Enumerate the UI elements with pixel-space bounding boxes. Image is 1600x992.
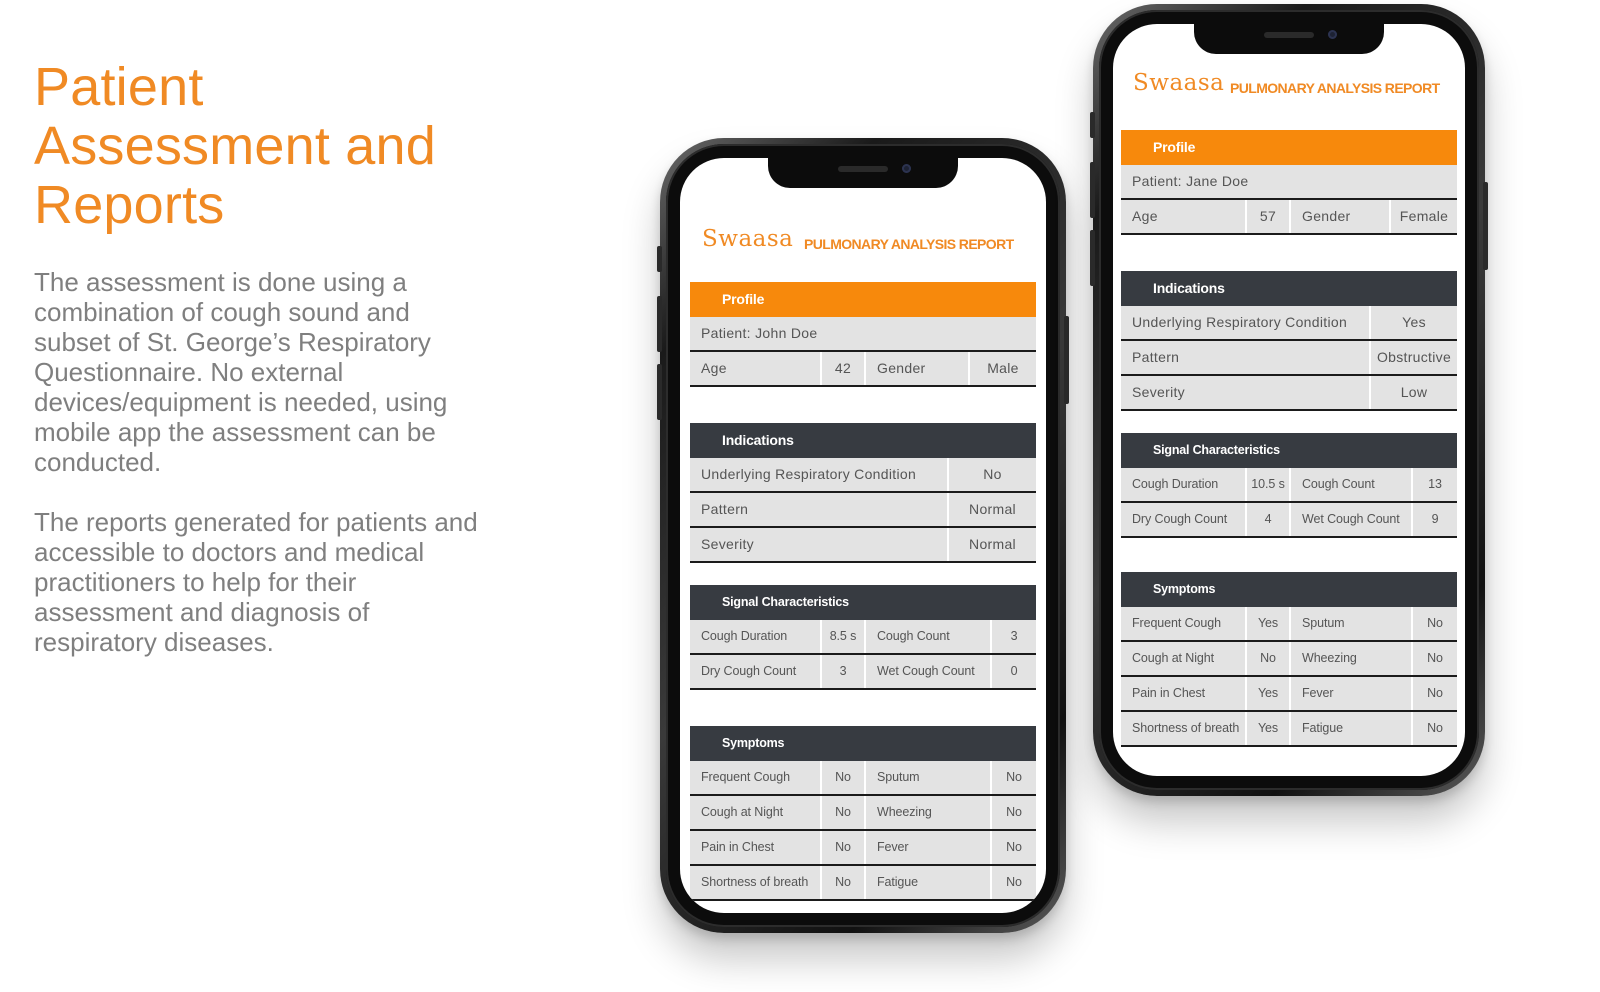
- report-title: PULMONARY ANALYSIS REPORT: [804, 236, 1014, 252]
- indication-label: Underlying Respiratory Condition: [690, 458, 947, 491]
- report-header: [690, 158, 1036, 282]
- table-row: [690, 620, 1036, 655]
- signal-value: 3: [822, 655, 864, 688]
- symptom-value: No: [1413, 712, 1457, 745]
- reports-description: [34, 507, 524, 657]
- indication-value: Normal: [949, 493, 1036, 526]
- table-row: [690, 796, 1036, 831]
- signal-label: Cough Duration: [1121, 468, 1245, 501]
- symptom-label: Fever: [1291, 677, 1411, 710]
- symptom-label: Pain in Chest: [1121, 677, 1245, 710]
- phone-mockup-2: [1093, 4, 1485, 796]
- signal-value: 10.5 s: [1247, 468, 1289, 501]
- signal-label: Cough Count: [866, 620, 990, 653]
- symptom-label: Shortness of breath: [690, 866, 820, 899]
- swaasa-logo: Swaasa: [1133, 70, 1225, 96]
- patient-label: Patient:: [701, 325, 751, 341]
- text-line: conducted.: [34, 447, 162, 477]
- pulmonary-report: [680, 158, 1046, 901]
- text-line: Questionnaire. No external: [34, 357, 344, 387]
- signal-label: Dry Cough Count: [690, 655, 820, 688]
- text-line: devices/equipment is needed, using: [34, 387, 448, 417]
- title-line: Reports: [34, 175, 225, 235]
- table-row: [690, 866, 1036, 901]
- swaasa-logo: Swaasa: [702, 226, 794, 252]
- indication-value: Obstructive: [1371, 341, 1457, 374]
- text-line: assessment and diagnosis of: [34, 597, 370, 627]
- indication-value: Low: [1371, 376, 1457, 409]
- table-row: [690, 528, 1036, 563]
- symptom-label: Fever: [866, 831, 990, 864]
- indications-rows: [690, 458, 1036, 563]
- symptom-label: Frequent Cough: [690, 761, 820, 794]
- title-line: Assessment and: [34, 116, 436, 176]
- patient-name: Jane Doe: [1186, 173, 1249, 189]
- patient-row: [1121, 165, 1457, 200]
- indication-value: Yes: [1371, 306, 1457, 339]
- age-label: Age: [1121, 200, 1245, 233]
- signal-rows: [1121, 468, 1457, 538]
- mute-switch: [1090, 112, 1095, 138]
- indications-rows: [1121, 306, 1457, 411]
- symptom-label: Wheezing: [1291, 642, 1411, 675]
- report-header: [1121, 24, 1457, 130]
- table-row: [690, 831, 1036, 866]
- spacer: [690, 387, 1036, 423]
- symptom-value: No: [1413, 677, 1457, 710]
- text-line: practitioners to help for their: [34, 567, 357, 597]
- symptom-label: Sputum: [866, 761, 990, 794]
- table-row: [690, 761, 1036, 796]
- phone-mockup-1: [660, 138, 1066, 933]
- table-row: [1121, 642, 1457, 677]
- table-row: [690, 655, 1036, 690]
- signal-label: Wet Cough Count: [1291, 503, 1411, 536]
- indication-value: Normal: [949, 528, 1036, 561]
- patient-label: Patient:: [1132, 173, 1182, 189]
- symptom-label: Cough at Night: [690, 796, 820, 829]
- phone-screen: [680, 158, 1046, 913]
- spacer: [690, 563, 1036, 585]
- symptom-value: No: [822, 831, 864, 864]
- table-row: [1121, 468, 1457, 503]
- signal-label: Cough Count: [1291, 468, 1411, 501]
- patient-cell: [1121, 165, 1457, 198]
- symptoms-header: Symptoms: [1121, 572, 1457, 607]
- gender-value: Male: [970, 352, 1036, 385]
- symptom-label: Wheezing: [866, 796, 990, 829]
- indication-value: No: [949, 458, 1036, 491]
- indication-label: Severity: [1121, 376, 1369, 409]
- signal-rows: [690, 620, 1036, 690]
- symptom-label: Frequent Cough: [1121, 607, 1245, 640]
- table-row: [690, 458, 1036, 493]
- indications-header: Indications: [690, 423, 1036, 458]
- text-line: The reports generated for patients and: [34, 507, 478, 537]
- signal-value: 8.5 s: [822, 620, 864, 653]
- symptom-value: Yes: [1247, 712, 1289, 745]
- age-gender-row: [690, 352, 1036, 387]
- power-button: [1064, 316, 1069, 404]
- table-row: [1121, 376, 1457, 411]
- symptom-value: No: [1413, 642, 1457, 675]
- symptom-label: Sputum: [1291, 607, 1411, 640]
- intro-section: [34, 58, 524, 657]
- symptoms-header: Symptoms: [690, 726, 1036, 761]
- table-row: [1121, 503, 1457, 538]
- symptom-value: No: [1413, 607, 1457, 640]
- symptom-value: No: [992, 761, 1036, 794]
- gender-label: Gender: [1291, 200, 1389, 233]
- indications-header: Indications: [1121, 271, 1457, 306]
- text-line: accessible to doctors and medical: [34, 537, 425, 567]
- symptom-value: No: [822, 866, 864, 899]
- age-gender-row: [1121, 200, 1457, 235]
- signal-label: Cough Duration: [690, 620, 820, 653]
- volume-up-button: [657, 296, 662, 352]
- symptoms-rows: [690, 761, 1036, 901]
- text-line: combination of cough sound and: [34, 297, 410, 327]
- assessment-description: [34, 267, 524, 477]
- signal-header: Signal Characteristics: [1121, 433, 1457, 468]
- signal-header: Signal Characteristics: [690, 585, 1036, 620]
- symptom-value: No: [822, 761, 864, 794]
- spacer: [1121, 538, 1457, 572]
- phone-screen: [1113, 24, 1465, 776]
- signal-value: 13: [1413, 468, 1457, 501]
- symptom-label: Fatigue: [1291, 712, 1411, 745]
- report-title: PULMONARY ANALYSIS REPORT: [1230, 80, 1440, 96]
- indication-label: Severity: [690, 528, 947, 561]
- symptom-label: Fatigue: [866, 866, 990, 899]
- symptom-value: No: [822, 796, 864, 829]
- signal-value: 0: [992, 655, 1036, 688]
- indication-label: Pattern: [1121, 341, 1369, 374]
- text-line: The assessment is done using a: [34, 267, 407, 297]
- profile-header: Profile: [690, 282, 1036, 317]
- text-line: mobile app the assessment can be: [34, 417, 436, 447]
- table-row: [1121, 341, 1457, 376]
- power-button: [1483, 182, 1488, 270]
- symptom-label: Pain in Chest: [690, 831, 820, 864]
- signal-value: 9: [1413, 503, 1457, 536]
- spacer: [1121, 235, 1457, 271]
- signal-label: Wet Cough Count: [866, 655, 990, 688]
- patient-name: John Doe: [755, 325, 818, 341]
- patient-cell: [690, 317, 1036, 350]
- page-title: [34, 58, 524, 235]
- text-line: respiratory diseases.: [34, 627, 274, 657]
- age-label: Age: [690, 352, 820, 385]
- symptom-value: No: [992, 866, 1036, 899]
- symptoms-rows: [1121, 607, 1457, 747]
- pulmonary-report: [1113, 24, 1465, 747]
- profile-rows: [1121, 165, 1457, 235]
- profile-header: Profile: [1121, 130, 1457, 165]
- profile-rows: [690, 317, 1036, 387]
- symptom-label: Cough at Night: [1121, 642, 1245, 675]
- table-row: [1121, 607, 1457, 642]
- table-row: [1121, 712, 1457, 747]
- volume-up-button: [1090, 162, 1095, 218]
- title-line: Patient: [34, 57, 204, 117]
- volume-down-button: [657, 364, 662, 420]
- gender-label: Gender: [866, 352, 968, 385]
- age-value: 57: [1247, 200, 1289, 233]
- spacer: [1121, 411, 1457, 433]
- volume-down-button: [1090, 230, 1095, 286]
- gender-value: Female: [1391, 200, 1457, 233]
- symptom-value: No: [992, 831, 1036, 864]
- signal-label: Dry Cough Count: [1121, 503, 1245, 536]
- table-row: [690, 493, 1036, 528]
- indication-label: Pattern: [690, 493, 947, 526]
- symptom-value: Yes: [1247, 677, 1289, 710]
- symptom-value: No: [992, 796, 1036, 829]
- signal-value: 4: [1247, 503, 1289, 536]
- table-row: [1121, 306, 1457, 341]
- spacer: [690, 690, 1036, 726]
- indication-label: Underlying Respiratory Condition: [1121, 306, 1369, 339]
- table-row: [1121, 677, 1457, 712]
- patient-row: [690, 317, 1036, 352]
- mute-switch: [657, 246, 662, 272]
- text-line: subset of St. George’s Respiratory: [34, 327, 431, 357]
- symptom-value: Yes: [1247, 607, 1289, 640]
- symptom-label: Shortness of breath: [1121, 712, 1245, 745]
- symptom-value: No: [1247, 642, 1289, 675]
- age-value: 42: [822, 352, 864, 385]
- signal-value: 3: [992, 620, 1036, 653]
